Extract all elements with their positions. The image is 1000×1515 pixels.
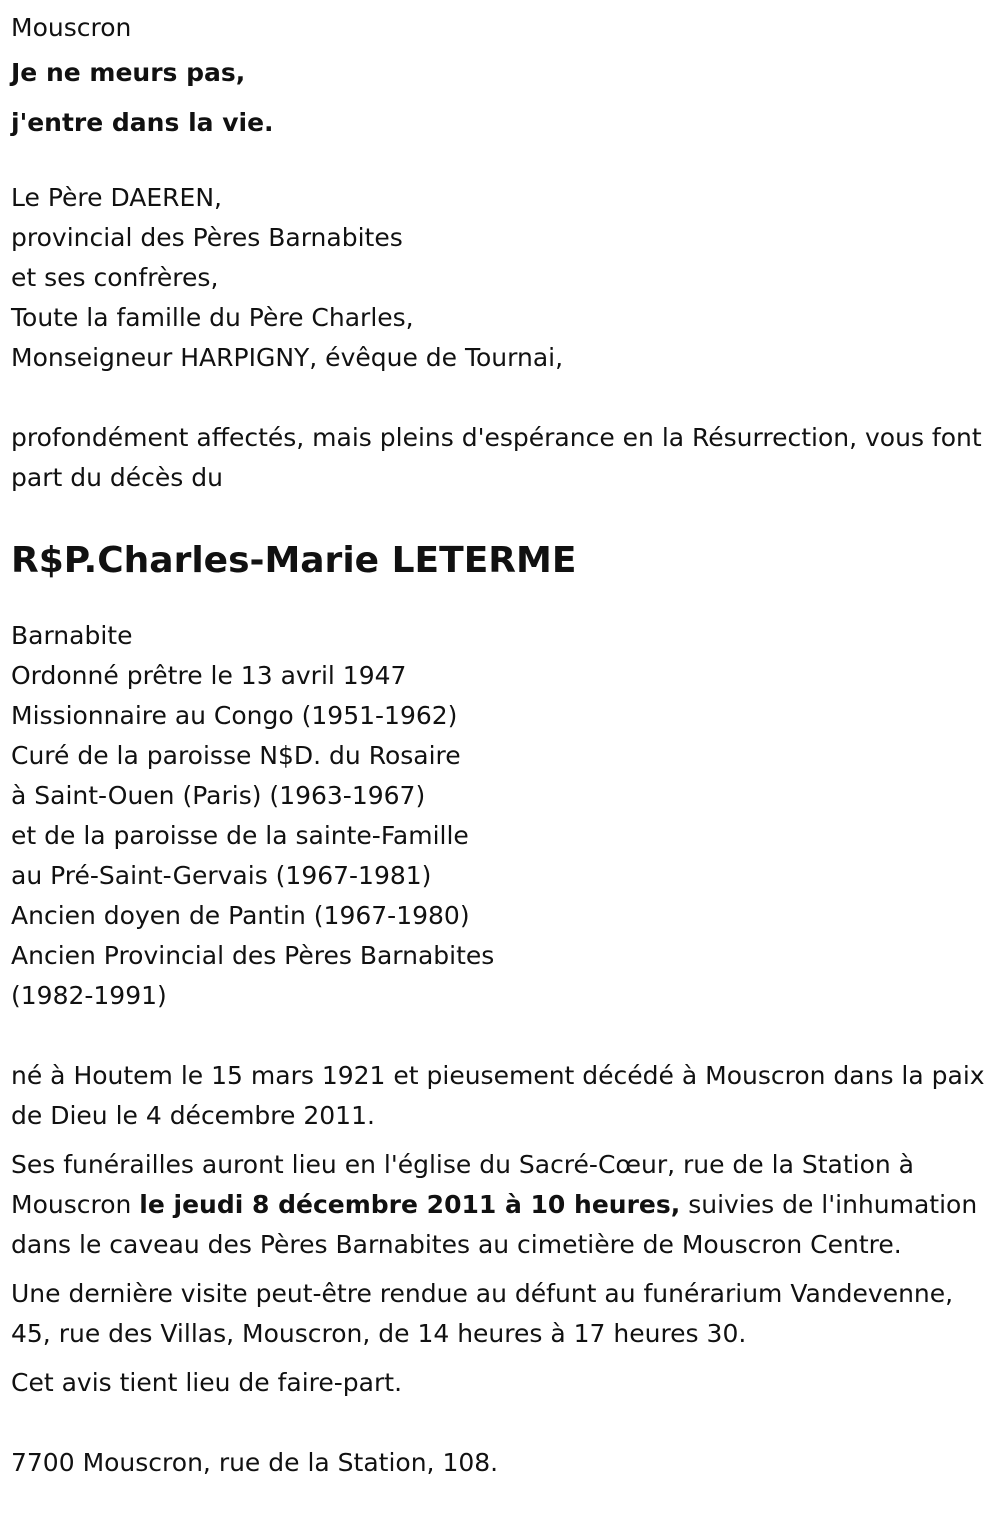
family-line: provincial des Pères Barnabites: [11, 223, 403, 252]
career-line: Ancien doyen de Pantin (1967-1980): [11, 901, 470, 930]
spacer: [11, 1136, 988, 1145]
spacer: [11, 586, 988, 616]
spacer: [11, 1354, 988, 1363]
career-list: [11, 616, 988, 1016]
funeral-date: le jeudi 8 décembre 2011 à 10 heures,: [139, 1190, 681, 1219]
verse-line-2: j'entre dans la vie.: [11, 108, 274, 137]
career-line: au Pré-Saint-Gervais (1967-1981): [11, 861, 432, 890]
career-line: Barnabite: [11, 621, 133, 650]
deceased-name: R$P.Charles-Marie LETERME: [11, 540, 577, 581]
family-line: et ses confrères,: [11, 263, 219, 292]
career-line: (1982-1991): [11, 981, 167, 1010]
spacer: [11, 1016, 988, 1056]
announcement-text: profondément affectés, mais pleins d'espérance en la Résurrection, vous font part du décès du: [11, 423, 982, 492]
funeral-text-after: suivies de l'inhumation dans le caveau des Pères Barnabites au cimetière de Mouscron Centre.: [11, 1190, 978, 1259]
visit-text: Une dernière visite peut-être rendue au défunt au funérarium Vandevenne, 45, rue des Villas, Mouscron, de 14 heures à 17 heures 30.: [11, 1279, 954, 1348]
spacer: [11, 378, 988, 418]
birth-death-text: né à Houtem le 15 mars 1921 et pieusement décédé à Mouscron dans la paix de Dieu le 4 décembre 2011.: [11, 1061, 985, 1130]
spacer: [11, 498, 988, 528]
family-list: [11, 178, 988, 378]
spacer: [11, 1265, 988, 1274]
family-line: Toute la famille du Père Charles,: [11, 303, 414, 332]
career-line: à Saint-Ouen (Paris) (1963-1967): [11, 781, 426, 810]
family-line: Monseigneur HARPIGNY, évêque de Tournai,: [11, 343, 564, 372]
location-heading: Mouscron: [11, 13, 132, 42]
notice-text: Cet avis tient lieu de faire-part.: [11, 1368, 403, 1397]
career-line: Ancien Provincial des Pères Barnabites: [11, 941, 495, 970]
family-line: Le Père DAEREN,: [11, 183, 222, 212]
spacer: [11, 1403, 988, 1443]
verse-line-1: Je ne meurs pas,: [11, 58, 246, 87]
career-line: Curé de la paroisse N$D. du Rosaire: [11, 741, 461, 770]
spacer: [11, 148, 988, 178]
career-line: et de la paroisse de la sainte-Famille: [11, 821, 469, 850]
funeral-text-before: Ses funérailles auront lieu en l'église du Sacré-Cœur, rue de la Station à Mouscron: [11, 1150, 914, 1219]
address-text: 7700 Mouscron, rue de la Station, 108.: [11, 1448, 499, 1477]
career-line: Ordonné prêtre le 13 avril 1947: [11, 661, 407, 690]
career-line: Missionnaire au Congo (1951-1962): [11, 701, 458, 730]
funeral-text: [11, 1145, 988, 1265]
